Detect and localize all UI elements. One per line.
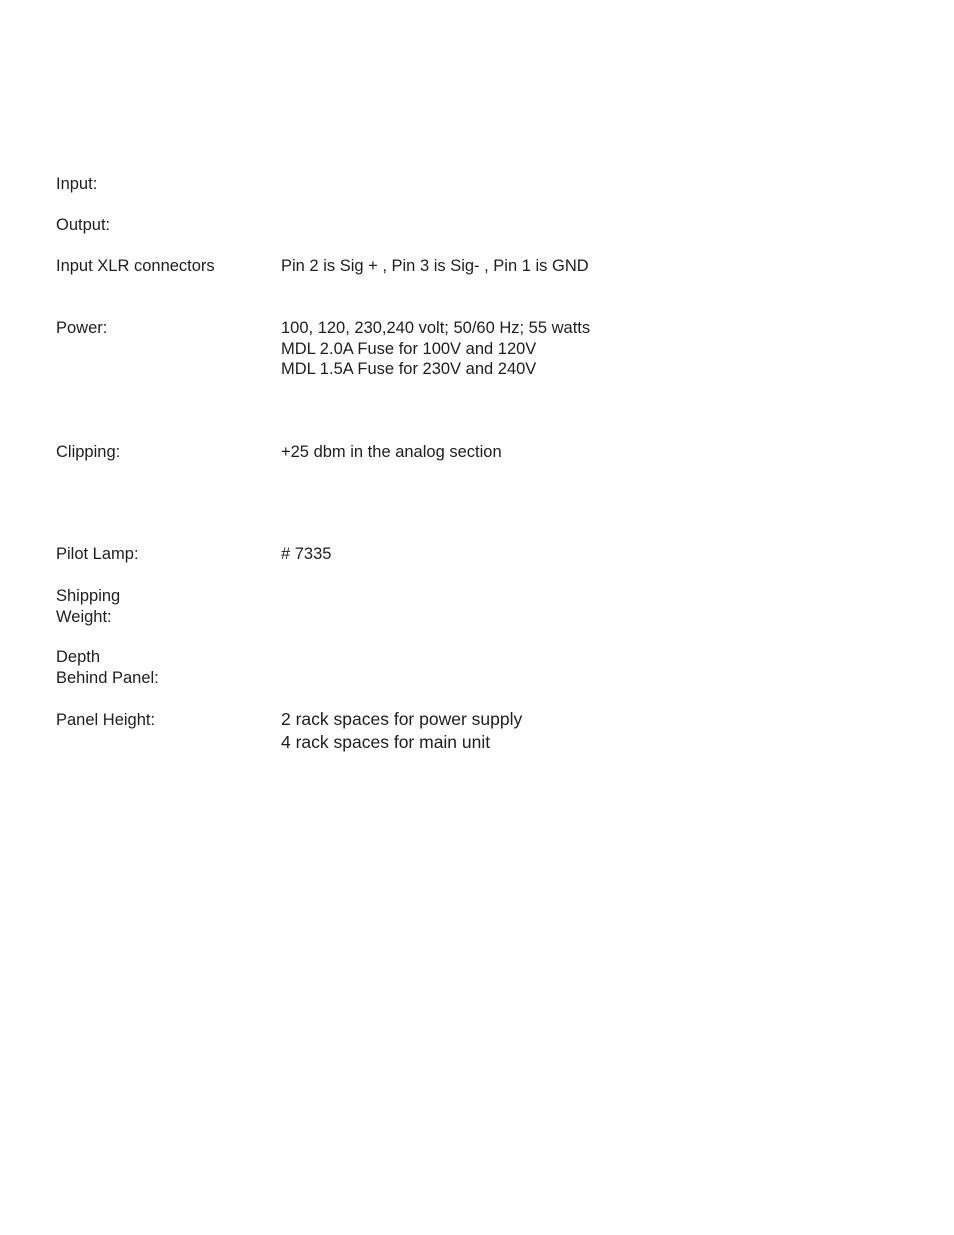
power-value — [281, 318, 590, 380]
depth-line: Behind Panel: — [56, 668, 159, 687]
xlr-value: Pin 2 is Sig + , Pin 3 is Sig- , Pin 1 is GND — [281, 257, 589, 275]
pilot-lamp-label: Pilot Lamp: — [56, 545, 139, 563]
input-label: Input: — [56, 175, 98, 193]
xlr-label: Input XLR connectors — [56, 257, 215, 275]
panel-height-label: Panel Height: — [56, 711, 156, 729]
depth-label — [56, 647, 159, 688]
depth-line: Depth — [56, 648, 101, 666]
output-label: Output: — [56, 216, 111, 234]
power-line: 100, 120, 230,240 volt; 50/60 Hz; 55 watts — [281, 319, 591, 337]
panel-height-line: 2 rack spaces for power supply — [281, 709, 523, 729]
power-line: MDL 1.5A Fuse for 230V and 240V — [281, 360, 537, 378]
panel-height-line: 4 rack spaces for main unit — [281, 732, 491, 752]
clipping-value: +25 dbm in the analog section — [281, 443, 502, 461]
shipping-weight-line: Weight: — [56, 607, 112, 626]
panel-height-value — [281, 708, 522, 754]
shipping-weight-label — [56, 586, 120, 627]
pilot-lamp-value: # 7335 — [281, 545, 332, 563]
shipping-weight-line: Shipping — [56, 587, 121, 605]
power-label: Power: — [56, 319, 108, 337]
clipping-label: Clipping: — [56, 443, 121, 461]
power-line: MDL 2.0A Fuse for 100V and 120V — [281, 339, 537, 358]
